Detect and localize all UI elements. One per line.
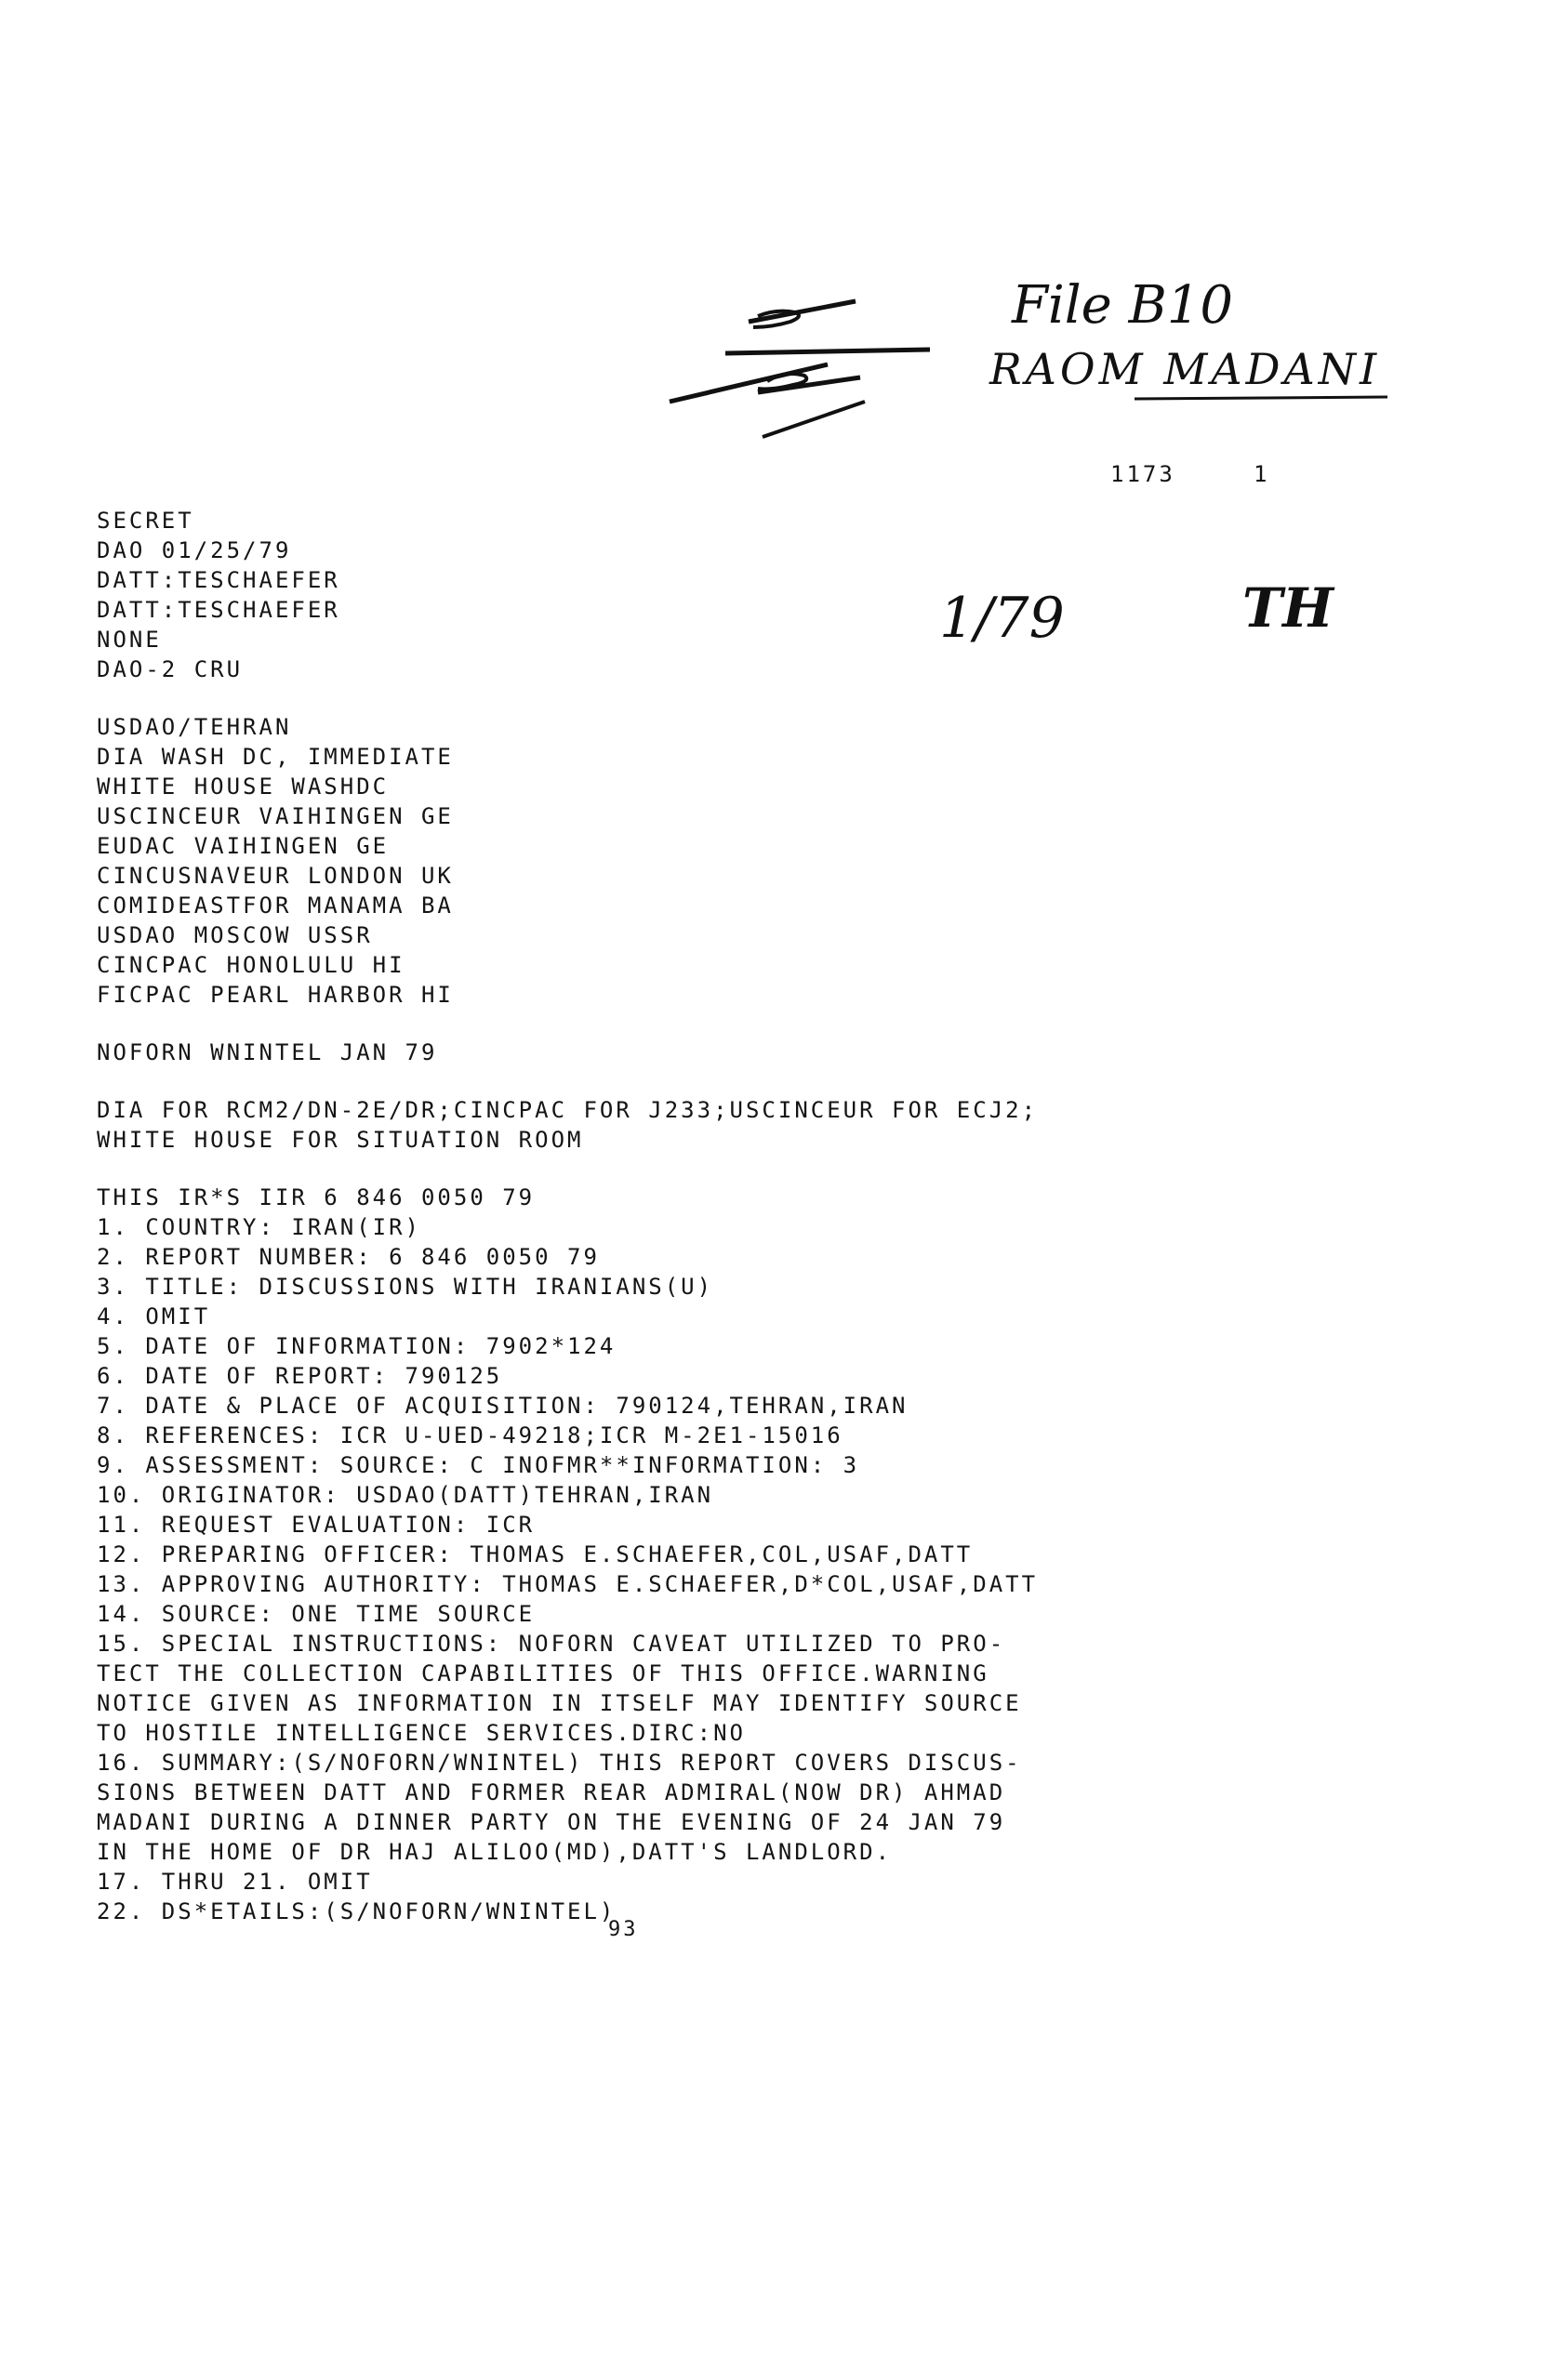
routing-line: CINCPAC HONOLULU HI (97, 952, 405, 978)
header-line: DATT:TESCHAEFER (97, 597, 340, 623)
page-number: 93 (608, 1918, 639, 1941)
report-line: 12. PREPARING OFFICER: THOMAS E.SCHAEFER,COL,USAF,DATT (97, 1541, 974, 1567)
handwritten-date-note: 1/79 (939, 586, 1065, 651)
caveat-line: NOFORN WNINTEL JAN 79 (97, 1039, 438, 1065)
distribution-line: DIA FOR RCM2/DN-2E/DR;CINCPAC FOR J233;USCINCEUR FOR ECJ2; (97, 1097, 1039, 1123)
routing-line: DIA WASH DC, IMMEDIATE (97, 744, 454, 770)
handwritten-name-note: RAOM MADANI (989, 344, 1381, 394)
routing-line: WHITE HOUSE WASHDC (97, 774, 390, 800)
document-body (97, 506, 1038, 1926)
handwritten-underline (1135, 394, 1395, 403)
document-number: 1173 (1110, 461, 1175, 487)
report-body (97, 1183, 1038, 1926)
routing-line: USDAO MOSCOW USSR (97, 922, 373, 948)
routing-line: USCINCEUR VAIHINGEN GE (97, 803, 454, 829)
distribution-block (97, 1095, 1038, 1155)
report-line: THIS IR*S IIR 6 846 0050 79 (97, 1184, 536, 1210)
report-line: 9. ASSESSMENT: SOURCE: C INOFMR**INFORMATION: 3 (97, 1452, 860, 1478)
report-line: 14. SOURCE: ONE TIME SOURCE (97, 1601, 536, 1627)
page-marker: 1 (1254, 461, 1270, 487)
header-line: DATT:TESCHAEFER (97, 567, 340, 593)
header-line: DAO 01/25/79 (97, 537, 292, 563)
report-line: 2. REPORT NUMBER: 6 846 0050 79 (97, 1244, 600, 1270)
header-line: NONE (97, 627, 162, 653)
report-line: 3. TITLE: DISCUSSIONS WITH IRANIANS(U) (97, 1274, 714, 1300)
handwritten-initials: TH (1242, 576, 1334, 640)
report-line: SIONS BETWEEN DATT AND FORMER REAR ADMIRAL(NOW DR) AHMAD (97, 1779, 1006, 1805)
report-line: 7. DATE & PLACE OF ACQUISITION: 790124,TEHRAN,IRAN (97, 1393, 909, 1419)
routing-line: CINCUSNAVEUR LONDON UK (97, 863, 454, 889)
report-line: 10. ORIGINATOR: USDAO(DATT)TEHRAN,IRAN (97, 1482, 714, 1508)
report-line: 6. DATE OF REPORT: 790125 (97, 1363, 503, 1389)
report-line: 17. THRU 21. OMIT (97, 1869, 373, 1895)
routing-line: EUDAC VAIHINGEN GE (97, 833, 390, 859)
report-line: TECT THE COLLECTION CAPABILITIES OF THIS OFFICE.WARNING (97, 1660, 989, 1686)
report-line: NOTICE GIVEN AS INFORMATION IN ITSELF MAY IDENTIFY SOURCE (97, 1690, 1022, 1716)
report-line: 4. OMIT (97, 1303, 211, 1329)
report-line: 22. DS*ETAILS:(S/NOFORN/WNINTEL) (97, 1898, 617, 1924)
report-line: 11. REQUEST EVALUATION: ICR (97, 1512, 536, 1538)
report-line: 8. REFERENCES: ICR U-UED-49218;ICR M-2E1-15016 (97, 1422, 843, 1448)
routing-line: FICPAC PEARL HARBOR HI (97, 982, 454, 1008)
report-line: 1. COUNTRY: IRAN(IR) (97, 1214, 421, 1240)
routing-line: USDAO/TEHRAN (97, 714, 292, 740)
report-line: MADANI DURING A DINNER PARTY ON THE EVENING OF 24 JAN 79 (97, 1809, 1006, 1835)
handwritten-file-note: File B10 (1012, 275, 1234, 336)
report-line: IN THE HOME OF DR HAJ ALILOO(MD),DATT'S LANDLORD. (97, 1839, 893, 1865)
crossed-out-marks (670, 288, 949, 474)
report-line: 5. DATE OF INFORMATION: 7902*124 (97, 1333, 617, 1359)
report-line: 13. APPROVING AUTHORITY: THOMAS E.SCHAEFER,D*COL,USAF,DATT (97, 1571, 1039, 1597)
header-line: SECRET (97, 508, 194, 534)
report-line: 16. SUMMARY:(S/NOFORN/WNINTEL) THIS REPORT COVERS DISCUS- (97, 1750, 1022, 1776)
routing-line: COMIDEASTFOR MANAMA BA (97, 892, 454, 919)
distribution-line: WHITE HOUSE FOR SITUATION ROOM (97, 1127, 584, 1153)
routing-block (97, 712, 1038, 1010)
header-line: DAO-2 CRU (97, 656, 244, 682)
report-line: TO HOSTILE INTELLIGENCE SERVICES.DIRC:NO (97, 1720, 746, 1746)
report-line: 15. SPECIAL INSTRUCTIONS: NOFORN CAVEAT UTILIZED TO PRO- (97, 1631, 1006, 1657)
header-block (97, 506, 1038, 684)
